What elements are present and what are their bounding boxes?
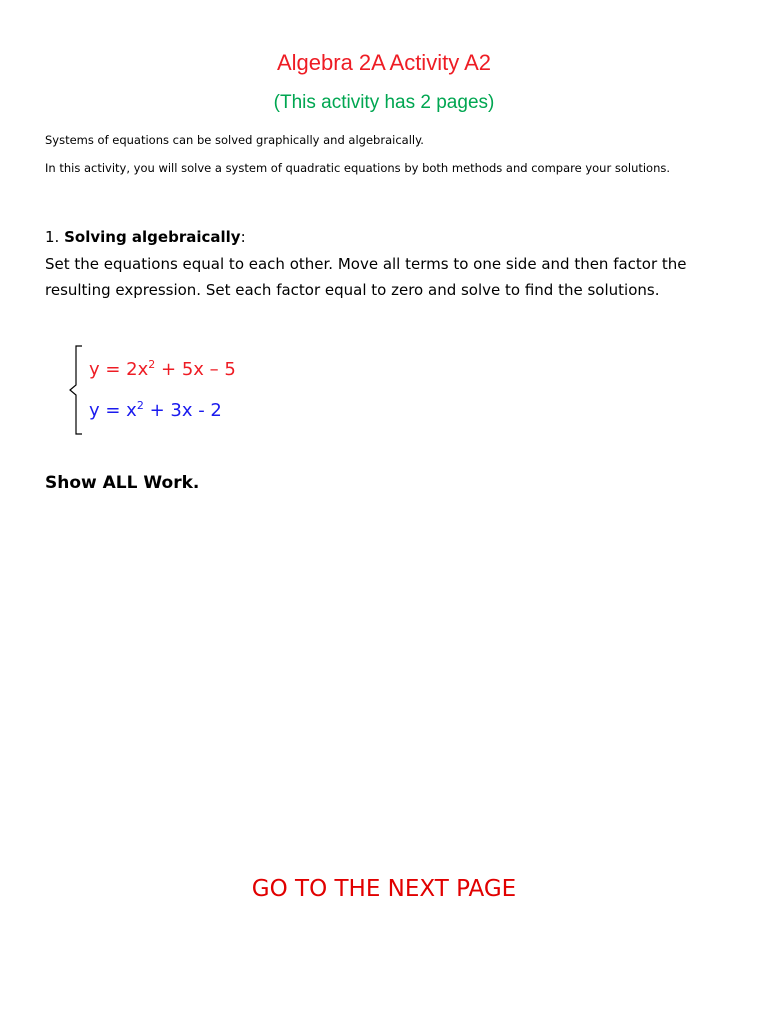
equation-system: [62, 343, 302, 437]
equation-1-lhs: y = 2x: [89, 359, 149, 380]
show-work-instruction: Show ALL Work.: [45, 473, 200, 493]
equation-2-lhs: y = x: [89, 400, 137, 421]
next-page-notice: GO TO THE NEXT PAGE: [251, 876, 517, 902]
equation-1-exponent: 2: [148, 358, 156, 371]
intro-line-2: In this activity, you will solve a system of quadratic equations by both methods and compare your solutions.: [45, 161, 671, 175]
page-subtitle: (This activity has 2 pages): [273, 92, 495, 113]
intro-line-1: Systems of equations can be solved graphically and algebraically.: [45, 133, 424, 147]
page-title: Algebra 2A Activity A2: [276, 50, 492, 75]
equation-1-rhs: + 5x – 5: [155, 359, 236, 380]
left-brace-icon: [62, 343, 92, 437]
equation-2-rhs: + 3x - 2: [143, 400, 222, 421]
equation-2: [89, 399, 222, 421]
section-number: 1.: [45, 228, 60, 246]
section-heading: Solving algebraically: [64, 228, 241, 246]
equation-2-exponent: 2: [136, 399, 144, 412]
section-solving-algebraically: [45, 224, 735, 304]
section-instructions: Set the equations equal to each other. Move all terms to one side and then factor the resulting expression. Set each factor equal to zero and solve to find the solutions.: [45, 254, 687, 299]
section-heading-colon: :: [240, 228, 246, 246]
section-heading-line: [45, 224, 735, 251]
equation-1: [89, 358, 236, 380]
